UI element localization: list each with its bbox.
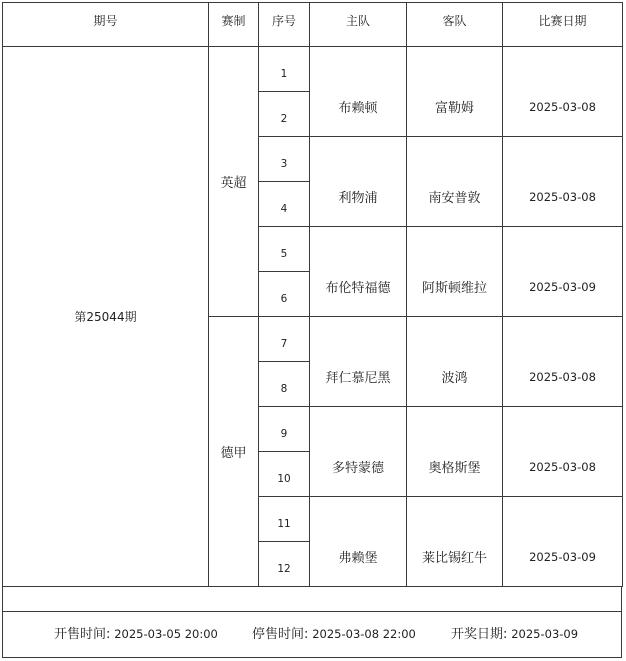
sale-start xyxy=(54,623,218,642)
match-date-label: 2025-03-08 xyxy=(529,99,596,114)
seq-label: 7 xyxy=(280,337,288,350)
seq-label: 12 xyxy=(277,562,291,575)
header-league-label: 赛制 xyxy=(221,14,246,28)
sale-stop xyxy=(252,623,416,642)
home-team xyxy=(310,407,407,497)
away-team xyxy=(407,407,503,497)
seq-number xyxy=(259,137,310,182)
seq-number xyxy=(259,497,310,542)
home-team xyxy=(310,47,407,137)
home-team xyxy=(310,137,407,227)
home-team-label: 布赖顿 xyxy=(338,100,378,116)
seq-label: 9 xyxy=(280,427,288,440)
home-team-label: 拜仁慕尼黑 xyxy=(325,370,391,386)
seq-number xyxy=(259,407,310,452)
seq-label: 2 xyxy=(280,112,288,125)
home-team-label: 弗赖堡 xyxy=(338,550,378,566)
draw-date-label: 开奖日期: xyxy=(451,627,508,642)
away-team-label: 富勒姆 xyxy=(434,100,474,116)
match-date-label: 2025-03-08 xyxy=(529,189,596,204)
home-team xyxy=(310,227,407,317)
seq-number xyxy=(259,47,310,92)
seq-number xyxy=(259,182,310,227)
sale-stop-label: 停售时间: xyxy=(252,627,309,642)
header-row xyxy=(3,3,623,47)
seq-label: 6 xyxy=(280,292,288,305)
home-team xyxy=(310,317,407,407)
draw-date-value: 2025-03-09 xyxy=(511,627,579,641)
match-date xyxy=(503,137,623,227)
draw-date xyxy=(451,623,578,642)
schedule-table xyxy=(2,2,623,587)
seq-number xyxy=(259,272,310,317)
header-away xyxy=(407,3,503,47)
away-team xyxy=(407,317,503,407)
seq-number xyxy=(259,362,310,407)
match-date-label: 2025-03-08 xyxy=(529,459,596,474)
home-team xyxy=(310,497,407,587)
header-date xyxy=(503,3,623,47)
header-home xyxy=(310,3,407,47)
header-date-label: 比赛日期 xyxy=(538,14,587,28)
header-home-label: 主队 xyxy=(345,14,370,28)
match-date-label: 2025-03-09 xyxy=(529,549,596,564)
home-team-label: 布伦特福德 xyxy=(325,280,391,296)
home-team-label: 利物浦 xyxy=(338,190,378,206)
sale-start-value: 2025-03-05 20:00 xyxy=(114,627,218,641)
seq-number xyxy=(259,227,310,272)
away-team xyxy=(407,497,503,587)
seq-label: 5 xyxy=(280,247,288,260)
sale-stop-value: 2025-03-08 22:00 xyxy=(312,627,416,641)
sale-start-label: 开售时间: xyxy=(54,627,111,642)
league-name: 德甲 xyxy=(209,317,259,587)
away-team xyxy=(407,47,503,137)
match-date xyxy=(503,497,623,587)
match-date-label: 2025-03-09 xyxy=(529,279,596,294)
header-seq-label: 序号 xyxy=(271,14,296,28)
header-issue xyxy=(3,3,209,47)
seq-number xyxy=(259,452,310,497)
seq-number xyxy=(259,317,310,362)
header-seq xyxy=(259,3,310,47)
table-row xyxy=(3,47,623,92)
home-team-label: 多特蒙德 xyxy=(331,460,384,476)
match-date xyxy=(503,407,623,497)
away-team-label: 奥格斯堡 xyxy=(428,460,481,476)
issue-number: 第25044期 xyxy=(3,47,209,587)
match-date xyxy=(503,317,623,407)
seq-label: 3 xyxy=(280,157,288,170)
schedule-container xyxy=(2,2,622,657)
away-team xyxy=(407,137,503,227)
seq-label: 1 xyxy=(280,67,288,80)
seq-label: 10 xyxy=(277,472,291,485)
seq-number xyxy=(259,92,310,137)
match-date xyxy=(503,227,623,317)
away-team-label: 阿斯顿维拉 xyxy=(421,280,487,296)
seq-label: 11 xyxy=(277,517,291,530)
away-team-label: 波鸿 xyxy=(441,370,468,386)
blank-row xyxy=(2,587,622,612)
header-issue-label: 期号 xyxy=(93,14,118,28)
seq-label: 4 xyxy=(280,202,288,215)
header-away-label: 客队 xyxy=(442,14,467,28)
match-date xyxy=(503,47,623,137)
away-team-label: 南安普敦 xyxy=(428,190,481,206)
seq-number xyxy=(259,542,310,587)
away-team xyxy=(407,227,503,317)
away-team-label: 莱比锡红牛 xyxy=(421,550,487,566)
header-league xyxy=(209,3,259,47)
match-date-label: 2025-03-08 xyxy=(529,369,596,384)
league-name: 英超 xyxy=(209,47,259,317)
seq-label: 8 xyxy=(280,382,288,395)
sale-info-footer xyxy=(2,612,622,658)
